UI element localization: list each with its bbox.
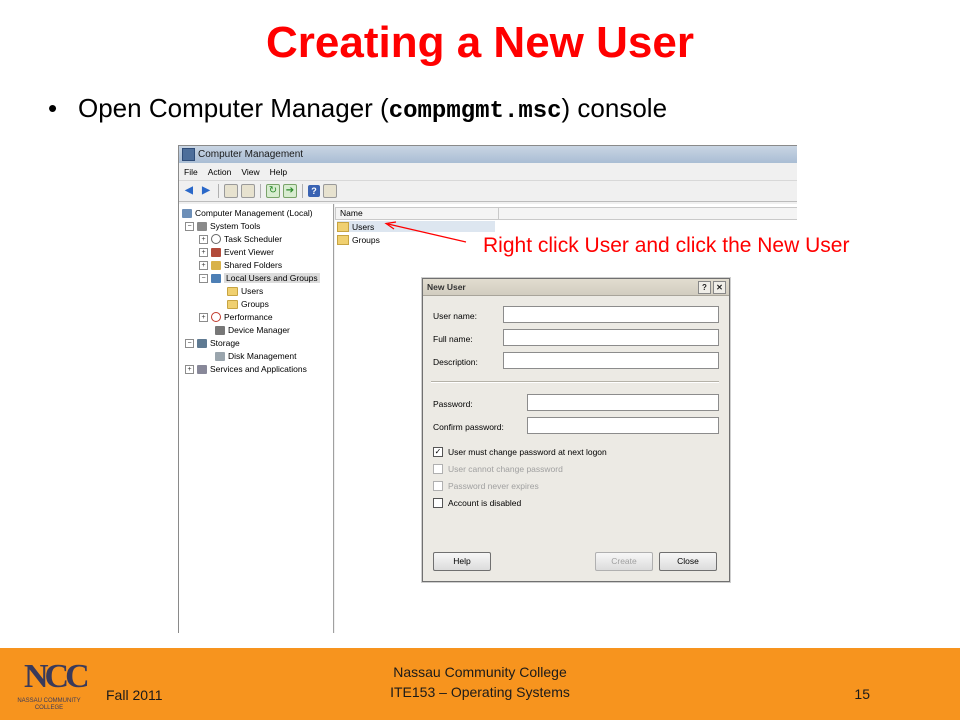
expand-icon[interactable]: +: [199, 261, 208, 270]
new-user-dialog: [422, 278, 730, 582]
tree-item-disk-management[interactable]: Disk Management: [215, 350, 297, 362]
annotation-arrow: [380, 218, 480, 248]
dialog-title-buttons: [698, 281, 726, 294]
menu-bar: [179, 163, 797, 181]
close-icon[interactable]: ✕: [713, 281, 726, 294]
tree-item-event-viewer[interactable]: + Event Viewer: [199, 246, 274, 258]
console-tree: [179, 204, 334, 633]
tree-item-shared-folders[interactable]: + Shared Folders: [199, 259, 282, 271]
folder-icon: [227, 300, 238, 309]
expand-icon[interactable]: +: [185, 365, 194, 374]
up-folder-icon[interactable]: [224, 184, 238, 198]
refresh-icon[interactable]: ↻: [266, 184, 280, 198]
show-hide-tree-icon[interactable]: [241, 184, 255, 198]
tree-item-services-and-applications[interactable]: + Services and Applications: [185, 363, 307, 375]
performance-icon: [211, 312, 221, 322]
back-arrow-icon[interactable]: ◀: [185, 185, 193, 196]
tree-item-system-tools[interactable]: − System Tools: [185, 220, 260, 232]
user-name-input[interactable]: [503, 306, 719, 323]
checkbox-checked[interactable]: ✓: [434, 447, 442, 456]
event-viewer-icon: [211, 248, 221, 257]
tree-item-task-scheduler[interactable]: + Task Scheduler: [199, 233, 282, 245]
tree-item-groups[interactable]: Groups: [227, 298, 269, 310]
slide-footer: [0, 648, 960, 720]
menu-view[interactable]: View: [241, 166, 260, 177]
checkbox-unchecked[interactable]: [433, 464, 443, 474]
bullet-dot: •: [48, 93, 58, 123]
page-number: 15: [854, 686, 870, 702]
menu-action[interactable]: Action: [207, 166, 232, 177]
account-disabled-checkbox[interactable]: Account is disabled: [433, 498, 521, 508]
footer-term: Fall 2011: [106, 687, 163, 703]
menu-file[interactable]: File: [184, 166, 198, 177]
password-never-expires-checkbox[interactable]: Password never expires: [433, 481, 539, 491]
tree-item-performance[interactable]: + Performance: [199, 311, 273, 323]
tree-item-users[interactable]: Users: [227, 285, 263, 297]
shared-folder-icon: [211, 261, 221, 270]
clock-icon: [211, 234, 221, 244]
password-input[interactable]: [527, 394, 719, 411]
bullet-suffix: ) console: [561, 93, 668, 123]
annotation-text: Right click User and click the New User: [483, 234, 850, 257]
computer-icon: [182, 209, 192, 218]
toolbar-separator: [260, 184, 261, 198]
collapse-icon[interactable]: −: [185, 222, 194, 231]
description-label: Description:: [433, 357, 478, 367]
folder-icon: [337, 235, 349, 245]
password-label: Password:: [433, 399, 473, 409]
column-header-name[interactable]: Name: [335, 207, 499, 220]
confirm-password-input[interactable]: [527, 417, 719, 434]
forward-arrow-icon[interactable]: ▶: [202, 185, 210, 196]
dialog-separator: [431, 381, 719, 383]
disk-icon: [215, 352, 225, 361]
dialog-titlebar: [423, 279, 729, 296]
folder-icon: [227, 287, 238, 296]
tree-item-storage[interactable]: − Storage: [185, 337, 240, 349]
tree-item-computer-management[interactable]: Computer Management (Local): [182, 207, 313, 219]
folder-icon: [337, 222, 349, 232]
logo-letters: NCC: [24, 658, 86, 695]
full-name-label: Full name:: [433, 334, 473, 344]
slide-bullet: [48, 93, 667, 125]
collapse-icon[interactable]: −: [185, 339, 194, 348]
must-change-password-checkbox[interactable]: ✓ User must change password at next logon: [434, 447, 607, 457]
services-icon: [197, 365, 207, 374]
device-manager-icon: [215, 326, 225, 335]
users-icon: [211, 274, 221, 283]
show-action-pane-icon[interactable]: [323, 184, 337, 198]
full-name-input[interactable]: [503, 329, 719, 346]
confirm-password-label: Confirm password:: [433, 422, 504, 432]
bullet-prefix: Open Computer Manager (: [78, 93, 389, 123]
help-button[interactable]: Help: [433, 552, 491, 571]
expand-icon[interactable]: +: [199, 313, 208, 322]
window-title: Computer Management: [198, 149, 304, 160]
expand-icon[interactable]: +: [199, 235, 208, 244]
computer-management-icon: [182, 148, 195, 161]
footer-course: ITE153 – Operating Systems: [390, 684, 570, 700]
storage-icon: [197, 339, 207, 348]
list-item-groups[interactable]: Groups: [337, 234, 380, 245]
checkbox-unchecked[interactable]: [433, 481, 443, 491]
create-button[interactable]: Create: [595, 552, 653, 571]
help-icon[interactable]: ?: [308, 185, 320, 197]
close-button[interactable]: Close: [659, 552, 717, 571]
collapse-icon[interactable]: −: [199, 274, 208, 283]
checkbox-unchecked[interactable]: [433, 498, 443, 508]
window-titlebar: [179, 146, 797, 163]
tree-item-device-manager[interactable]: Device Manager: [215, 324, 290, 336]
slide-title: Creating a New User: [266, 18, 694, 67]
user-name-label: User name:: [433, 311, 477, 321]
tools-icon: [197, 222, 207, 231]
column-header-filler: [499, 207, 797, 220]
footer-college: Nassau Community College: [393, 664, 567, 680]
dialog-title: New User: [427, 282, 466, 292]
list-item-users[interactable]: Users: [337, 221, 495, 232]
toolbar-separator: [218, 184, 219, 198]
help-question-icon[interactable]: ?: [698, 281, 711, 294]
tree-item-local-users-and-groups[interactable]: − Local Users and Groups: [199, 272, 320, 284]
cannot-change-password-checkbox[interactable]: User cannot change password: [433, 464, 563, 474]
toolbar-separator: [302, 184, 303, 198]
description-input[interactable]: [503, 352, 719, 369]
expand-icon[interactable]: +: [199, 248, 208, 257]
export-list-icon[interactable]: ➔: [283, 184, 297, 198]
bullet-code: compmgmt.msc: [388, 98, 562, 125]
menu-help[interactable]: Help: [269, 166, 288, 177]
logo-text: NASSAU COMMUNITY COLLEGE: [17, 698, 81, 711]
toolbar: [179, 181, 797, 202]
